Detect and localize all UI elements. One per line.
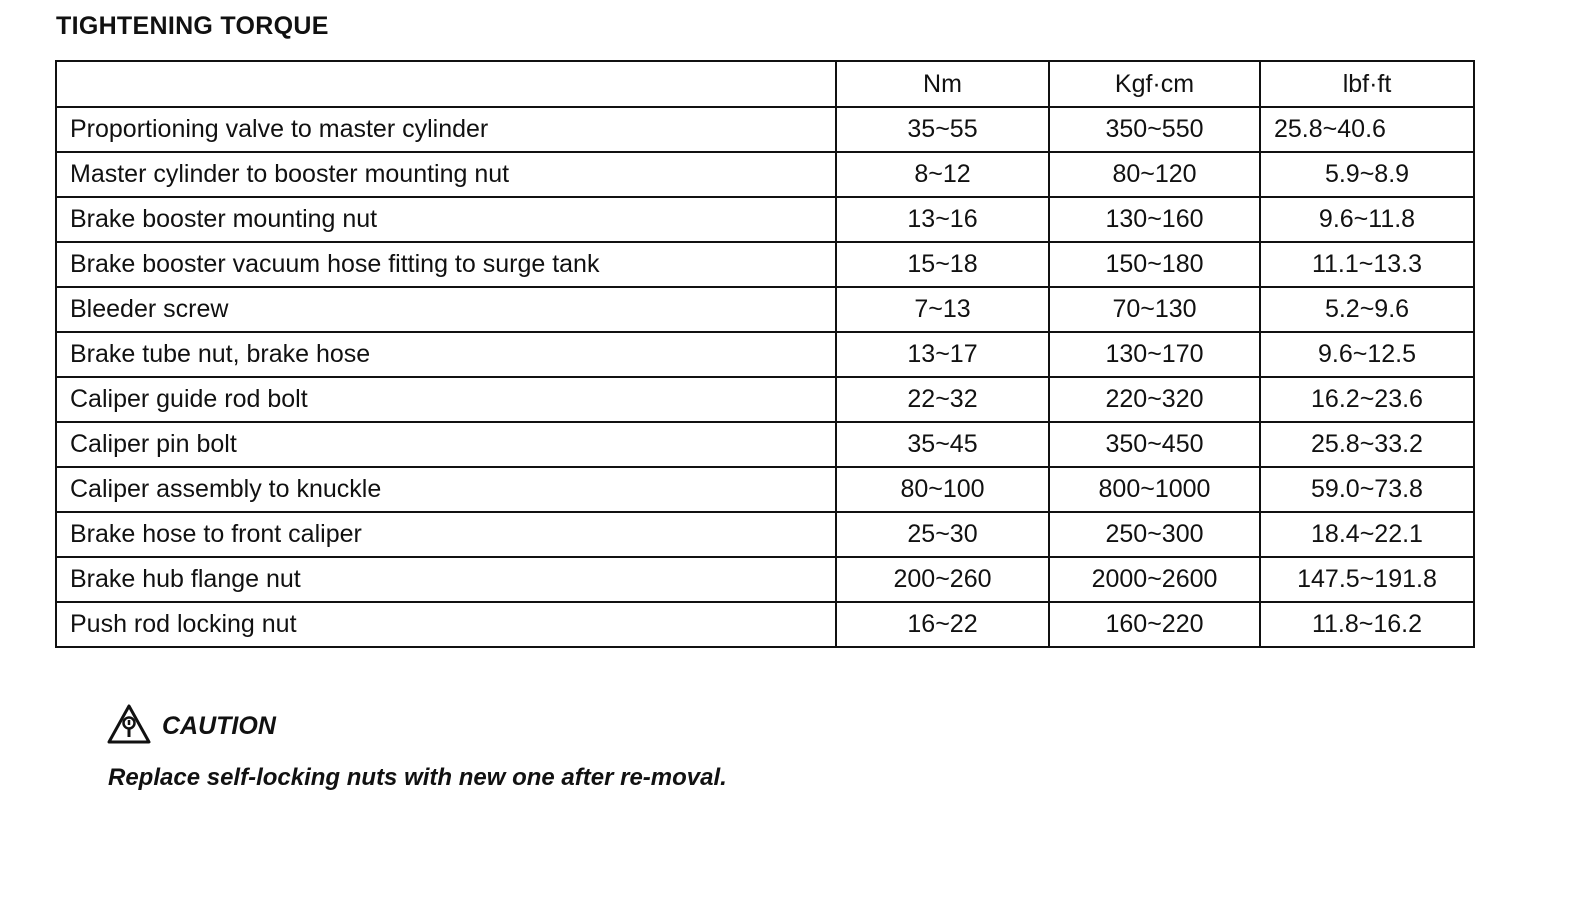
kgf-cm-cell: 150~180: [1049, 242, 1260, 287]
caution-note: [106, 704, 806, 794]
lbf-ft-cell: 5.9~8.9: [1260, 152, 1474, 197]
item-cell: Brake hub flange nut: [56, 557, 836, 602]
nm-cell: 35~45: [836, 422, 1049, 467]
kgf-cm-cell: 220~320: [1049, 377, 1260, 422]
lbf-ft-cell: 59.0~73.8: [1260, 467, 1474, 512]
item-cell: Brake booster vacuum hose fitting to surge tank: [56, 242, 836, 287]
column-header-nm: Nm: [836, 61, 1049, 107]
kgf-cm-cell: 80~120: [1049, 152, 1260, 197]
kgf-cm-cell: 160~220: [1049, 602, 1260, 647]
table-row: [56, 377, 1474, 422]
caution-label: CAUTION: [162, 711, 276, 740]
page-title: TIGHTENING TORQUE: [56, 12, 329, 40]
lbf-ft-cell: 25.8~33.2: [1260, 422, 1474, 467]
table-row: [56, 602, 1474, 647]
kgf-cm-cell: 800~1000: [1049, 467, 1260, 512]
item-cell: Caliper pin bolt: [56, 422, 836, 467]
kgf-cm-cell: 2000~2600: [1049, 557, 1260, 602]
column-header-kgf-cm: Kgf·cm: [1049, 61, 1260, 107]
kgf-cm-cell: 250~300: [1049, 512, 1260, 557]
table-row: [56, 242, 1474, 287]
kgf-cm-cell: 130~170: [1049, 332, 1260, 377]
lbf-ft-cell: 18.4~22.1: [1260, 512, 1474, 557]
table-row: [56, 422, 1474, 467]
item-cell: Brake hose to front caliper: [56, 512, 836, 557]
nm-cell: 8~12: [836, 152, 1049, 197]
item-cell: Proportioning valve to master cylinder: [56, 107, 836, 152]
nm-cell: 16~22: [836, 602, 1049, 647]
table-row: [56, 107, 1474, 152]
table-row: [56, 467, 1474, 512]
caution-header: [106, 704, 806, 748]
table-row: [56, 197, 1474, 242]
table-row: [56, 287, 1474, 332]
nm-cell: 7~13: [836, 287, 1049, 332]
kgf-cm-cell: 70~130: [1049, 287, 1260, 332]
table-row: [56, 332, 1474, 377]
torque-table: [55, 60, 1475, 648]
nm-cell: 15~18: [836, 242, 1049, 287]
item-cell: Brake tube nut, brake hose: [56, 332, 836, 377]
nm-cell: 200~260: [836, 557, 1049, 602]
item-cell: Push rod locking nut: [56, 602, 836, 647]
item-cell: Master cylinder to booster mounting nut: [56, 152, 836, 197]
nm-cell: 13~16: [836, 197, 1049, 242]
lbf-ft-cell: 5.2~9.6: [1260, 287, 1474, 332]
table-row: [56, 152, 1474, 197]
lbf-ft-cell: 11.8~16.2: [1260, 602, 1474, 647]
lbf-ft-cell: 9.6~11.8: [1260, 197, 1474, 242]
lbf-ft-cell: 25.8~40.6: [1260, 107, 1474, 152]
column-header-item: [56, 61, 836, 107]
warning-triangle-icon: [106, 703, 152, 750]
column-header-lbf-ft: lbf·ft: [1260, 61, 1474, 107]
kgf-cm-cell: 350~450: [1049, 422, 1260, 467]
lbf-ft-cell: 11.1~13.3: [1260, 242, 1474, 287]
kgf-cm-cell: 350~550: [1049, 107, 1260, 152]
lbf-ft-cell: 16.2~23.6: [1260, 377, 1474, 422]
table-row: [56, 557, 1474, 602]
kgf-cm-cell: 130~160: [1049, 197, 1260, 242]
caution-text: Replace self-locking nuts with new one after re-moval.: [108, 764, 727, 791]
nm-cell: 13~17: [836, 332, 1049, 377]
table-row: [56, 512, 1474, 557]
item-cell: Caliper guide rod bolt: [56, 377, 836, 422]
table-header-row: [56, 61, 1474, 107]
item-cell: Caliper assembly to knuckle: [56, 467, 836, 512]
nm-cell: 35~55: [836, 107, 1049, 152]
item-cell: Bleeder screw: [56, 287, 836, 332]
nm-cell: 80~100: [836, 467, 1049, 512]
nm-cell: 25~30: [836, 512, 1049, 557]
lbf-ft-cell: 9.6~12.5: [1260, 332, 1474, 377]
table-body: [56, 107, 1474, 647]
lbf-ft-cell: 147.5~191.8: [1260, 557, 1474, 602]
item-cell: Brake booster mounting nut: [56, 197, 836, 242]
nm-cell: 22~32: [836, 377, 1049, 422]
